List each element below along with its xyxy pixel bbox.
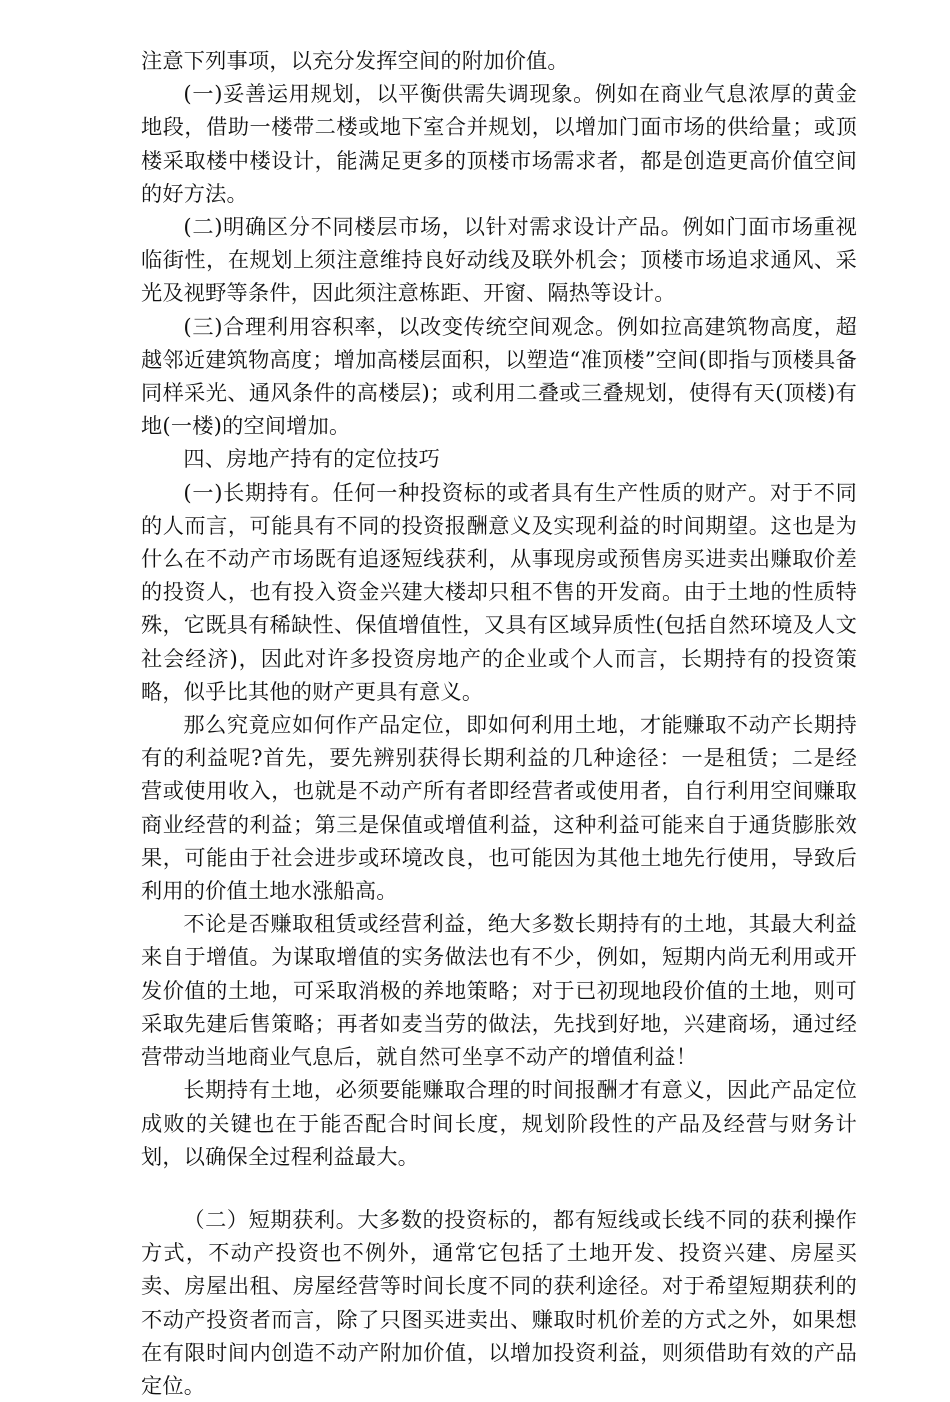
paragraph-short-term: （二）短期获利。大多数的投资标的，都有短线或长线不同的获利操作方式，不动产投资也不例外，通常它包括了土地开发、投资兴建、房屋买卖、房屋出租、房屋经营等时间长度不同的获利途径。对于希望短期获利的不动产投资者而言，除了只图买进卖出、赚取时机价差的方式之外，如果想在有限时间内创造不动产附加价值，以增加投资利益，则须借助有效的产品定位。 xyxy=(141,1206,857,1398)
section-heading: 四、房地产持有的定位技巧 xyxy=(183,446,441,472)
paragraph-time-return: 长期持有土地，必须要能赚取合理的时间报酬才有意义，因此产品定位成败的关键也在于能否配合时间长度，规划阶段性的产品及经营与财务计划，以确保全过程利益最大。 xyxy=(141,1077,857,1169)
paragraph-floor-market: (二)明确区分不同楼层市场，以针对需求设计产品。例如门面市场重视临街性，在规划上须注意维持良好动线及联外机会；顶楼市场追求通风、采光及视野等条件，因此须注意栋距、开窗、隔热等设计。 xyxy=(141,214,857,306)
paragraph-floor-area-ratio: (三)合理利用容积率，以改变传统空间观念。例如拉高建筑物高度，超越邻近建筑物高度；增加高楼层面积，以塑造“准顶楼”空间(即指与顶楼具备同样采光、通风条件的高楼层)；或利用二叠或三叠规划，使得有天(顶楼)有地(一楼)的空间增加。 xyxy=(141,313,857,439)
document-body xyxy=(141,44,857,1402)
paragraph-long-term: (一)长期持有。任何一种投资标的或者具有生产性质的财产。对于不同的人而言，可能具有不同的投资报酬意义及实现利益的时间期望。这也是为什么在不动产市场既有追逐短线获利，从事现房或预售房买进卖出赚取价差的投资人，也有投入资金兴建大楼却只租不售的开发商。由于土地的性质特殊，它既具有稀缺性、保值增值性，又具有区域异质性(包括自然环境及人文社会经济)，因此对许多投资房地产的企业或个人而言，长期持有的投资策略，似乎比其他的财产更具有意义。 xyxy=(141,479,857,704)
paragraph-intro: 注意下列事项，以充分发挥空间的附加价值。 xyxy=(141,48,569,73)
paragraph-long-term-benefits: 那么究竟应如何作产品定位，即如何利用土地，才能赚取不动产长期持有的利益呢?首先，要先辨别获得长期利益的几种途径：一是租赁；二是经营或使用收入，也就是不动产所有者即经营者或使用者，自行利用空间赚取商业经营的利益；第三是保值或增值利益，这种利益可能来自于通货膨胀效果，可能由于社会进步或环境改良，也可能因为其他土地先行使用，导致后利用的价值土地水涨船高。 xyxy=(141,712,857,904)
paragraph-gap xyxy=(141,1173,857,1203)
paragraph-planning: (一)妥善运用规划，以平衡供需失调现象。例如在商业气息浓厚的黄金地段，借助一楼带二楼或地下室合并规划，以增加门面市场的供给量；或顶楼采取楼中楼设计，能满足更多的顶楼市场需求者，都是创造更高价值空间的好方法。 xyxy=(141,81,857,206)
paragraph-appreciation: 不论是否赚取租赁或经营利益，绝大多数长期持有的土地，其最大利益来自于增值。为谋取增值的实务做法也有不少，例如，短期内尚无利用或开发价值的土地，可采取消极的养地策略；对于已初现地段价值的土地，则可采取先建后售策略；再者如麦当劳的做法，先找到好地，兴建商场，通过经营带动当地商业气息后，就自然可坐享不动产的增值利益！ xyxy=(141,911,857,1070)
